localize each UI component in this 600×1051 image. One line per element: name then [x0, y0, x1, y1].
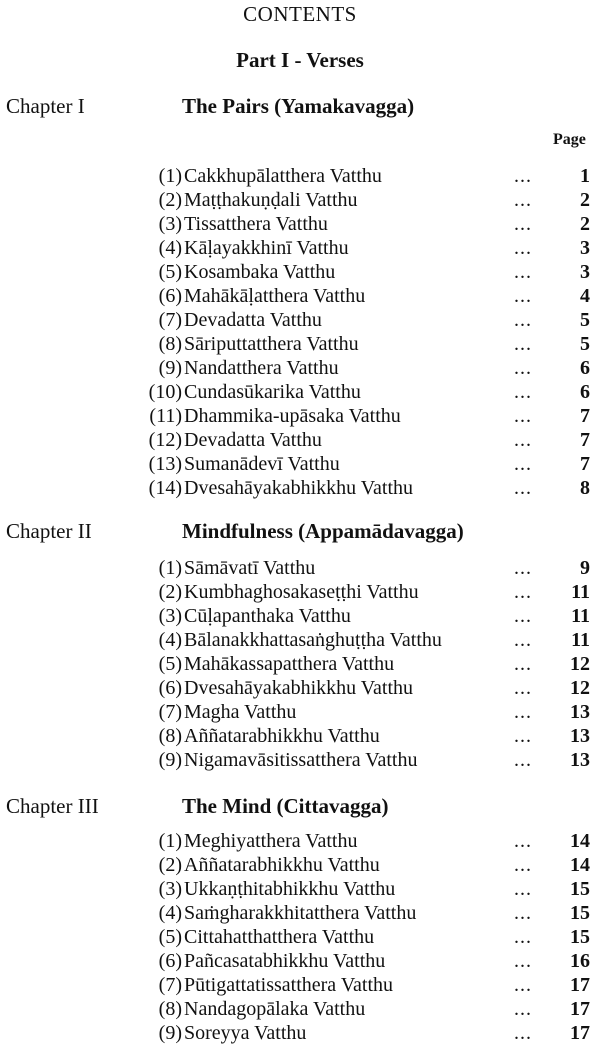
- entry-page-number: 11: [571, 581, 590, 603]
- entry-page-number: 17: [570, 1022, 590, 1044]
- entry-page-number: 8: [580, 477, 590, 499]
- entry-number: (4): [158, 237, 182, 259]
- entry-title: Meghiyatthera Vatthu: [184, 830, 358, 852]
- entry-page-number: 2: [580, 213, 590, 235]
- entry-page-number: 17: [570, 974, 590, 996]
- leader-dots: ...: [514, 309, 532, 331]
- leader-dots: ...: [514, 477, 532, 499]
- leader-dots: ...: [514, 213, 532, 235]
- toc-entry: [0, 949, 600, 973]
- entry-title: Sāmāvatī Vatthu: [184, 557, 316, 579]
- toc-entry: [0, 628, 600, 652]
- leader-dots: ...: [514, 405, 532, 427]
- entry-page-number: 15: [570, 926, 590, 948]
- toc-entry: [0, 308, 600, 332]
- entry-page-number: 11: [571, 629, 590, 651]
- toc-entry: [0, 829, 600, 853]
- entry-number: (2): [158, 189, 182, 211]
- leader-dots: ...: [514, 926, 532, 948]
- entry-number: (6): [158, 950, 182, 972]
- entry-page-number: 4: [580, 285, 590, 307]
- entry-title: Dvesahāyakabhikkhu Vatthu: [184, 677, 414, 699]
- entry-title: Aññatarabhikkhu Vatthu: [184, 854, 380, 876]
- toc-entry: [0, 676, 600, 700]
- entry-number: (1): [158, 165, 182, 187]
- toc-entry: [0, 901, 600, 925]
- toc-entry: [0, 748, 600, 772]
- entry-title: Kumbhaghosakaseṭṭhi Vatthu: [184, 581, 419, 603]
- toc-entry: [0, 476, 600, 500]
- entry-title: Sāriputtatthera Vatthu: [184, 333, 359, 355]
- entry-number: (5): [158, 926, 182, 948]
- leader-dots: ...: [514, 605, 532, 627]
- leader-dots: ...: [514, 429, 532, 451]
- entry-title: Nandatthera Vatthu: [184, 357, 339, 379]
- toc-entry: [0, 877, 600, 901]
- leader-dots: ...: [514, 357, 532, 379]
- chapter-label: Chapter III: [6, 794, 99, 818]
- entry-page-number: 13: [570, 725, 590, 747]
- entry-number: (3): [158, 605, 182, 627]
- entry-page-number: 14: [570, 854, 590, 876]
- toc-entry: [0, 925, 600, 949]
- leader-dots: ...: [514, 237, 532, 259]
- entry-page-number: 5: [580, 309, 590, 331]
- leader-dots: ...: [514, 1022, 532, 1044]
- chapter-entry-list: [0, 556, 600, 772]
- entry-number: (12): [148, 429, 182, 451]
- leader-dots: ...: [514, 165, 532, 187]
- entry-title: Sumanādevī Vatthu: [184, 453, 340, 475]
- leader-dots: ...: [514, 749, 532, 771]
- entry-page-number: 7: [580, 405, 590, 427]
- leader-dots: ...: [514, 677, 532, 699]
- toc-entry: [0, 556, 600, 580]
- toc-entry: [0, 260, 600, 284]
- leader-dots: ...: [514, 950, 532, 972]
- entry-title: Kāḷayakkhinī Vatthu: [184, 237, 349, 259]
- entry-title: Nandagopālaka Vatthu: [184, 998, 366, 1020]
- entry-number: (14): [148, 477, 182, 499]
- entry-title: Cittahatthatthera Vatthu: [184, 926, 375, 948]
- entry-number: (2): [158, 854, 182, 876]
- entry-title: Bālanakkhattasaṅghuṭṭha Vatthu: [184, 629, 442, 651]
- toc-entry: [0, 236, 600, 260]
- entry-page-number: 1: [580, 165, 590, 187]
- chapter-title: Mindfulness (Appamādavagga): [182, 519, 464, 543]
- entry-number: (2): [158, 581, 182, 603]
- entry-number: (8): [158, 725, 182, 747]
- toc-entry: [0, 188, 600, 212]
- entry-page-number: 5: [580, 333, 590, 355]
- toc-entry: [0, 356, 600, 380]
- entry-number: (4): [158, 629, 182, 651]
- entry-page-number: 13: [570, 701, 590, 723]
- entry-number: (9): [158, 1022, 182, 1044]
- leader-dots: ...: [514, 581, 532, 603]
- entry-number: (9): [158, 749, 182, 771]
- toc-entry: [0, 853, 600, 877]
- entry-title: Cundasūkarika Vatthu: [184, 381, 361, 403]
- entry-number: (1): [158, 830, 182, 852]
- entry-title: Maṭṭhakuṇḍali Vatthu: [184, 189, 358, 211]
- chapter-heading: [0, 519, 600, 547]
- toc-entry: [0, 284, 600, 308]
- entry-page-number: 7: [580, 429, 590, 451]
- chapter-label: Chapter I: [6, 94, 85, 118]
- entry-title: Mahākāḷatthera Vatthu: [184, 285, 366, 307]
- entry-number: (3): [158, 213, 182, 235]
- entry-title: Nigamavāsitissatthera Vatthu: [184, 749, 418, 771]
- entry-page-number: 14: [570, 830, 590, 852]
- toc-entry: [0, 212, 600, 236]
- entry-page-number: 3: [580, 261, 590, 283]
- chapter-heading: [0, 94, 600, 122]
- entry-page-number: 3: [580, 237, 590, 259]
- entry-title: Saṁgharakkhitatthera Vatthu: [184, 902, 417, 924]
- entry-page-number: 15: [570, 902, 590, 924]
- leader-dots: ...: [514, 974, 532, 996]
- entry-page-number: 6: [580, 381, 590, 403]
- entry-title: Cakkhupālatthera Vatthu: [184, 165, 382, 187]
- entry-number: (9): [158, 357, 182, 379]
- leader-dots: ...: [514, 333, 532, 355]
- entry-page-number: 11: [571, 605, 590, 627]
- entry-page-number: 9: [580, 557, 590, 579]
- entry-title: Magha Vatthu: [184, 701, 297, 723]
- toc-entry: [0, 428, 600, 452]
- entry-number: (5): [158, 261, 182, 283]
- entry-number: (11): [149, 405, 182, 427]
- toc-entry: [0, 700, 600, 724]
- entry-number: (7): [158, 701, 182, 723]
- toc-entry: [0, 164, 600, 188]
- entry-title: Pañcasatabhikkhu Vatthu: [184, 950, 386, 972]
- entry-title: Aññatarabhikkhu Vatthu: [184, 725, 380, 747]
- leader-dots: ...: [514, 381, 532, 403]
- toc-entry: [0, 332, 600, 356]
- entry-page-number: 17: [570, 998, 590, 1020]
- entry-number: (8): [158, 998, 182, 1020]
- toc-entry: [0, 973, 600, 997]
- leader-dots: ...: [514, 998, 532, 1020]
- entry-page-number: 15: [570, 878, 590, 900]
- entry-title: Soreyya Vatthu: [184, 1022, 307, 1044]
- chapter-entry-list: [0, 164, 600, 500]
- entry-title: Pūtigattatissatthera Vatthu: [184, 974, 394, 996]
- entry-title: Devadatta Vatthu: [184, 309, 322, 331]
- entry-title: Mahākassapatthera Vatthu: [184, 653, 395, 675]
- leader-dots: ...: [514, 878, 532, 900]
- chapter-entry-list: [0, 829, 600, 1045]
- entry-title: Kosambaka Vatthu: [184, 261, 336, 283]
- toc-entry: [0, 380, 600, 404]
- chapter-heading: [0, 794, 600, 822]
- leader-dots: ...: [514, 189, 532, 211]
- leader-dots: ...: [514, 701, 532, 723]
- entry-page-number: 6: [580, 357, 590, 379]
- leader-dots: ...: [514, 557, 532, 579]
- entry-number: (6): [158, 285, 182, 307]
- page-title: CONTENTS: [243, 2, 357, 26]
- entry-title: Dvesahāyakabhikkhu Vatthu: [184, 477, 414, 499]
- entry-page-number: 13: [570, 749, 590, 771]
- entry-number: (7): [158, 974, 182, 996]
- leader-dots: ...: [514, 261, 532, 283]
- entry-title: Devadatta Vatthu: [184, 429, 322, 451]
- entry-number: (3): [158, 878, 182, 900]
- leader-dots: ...: [514, 629, 532, 651]
- entry-title: Cūḷapanthaka Vatthu: [184, 605, 351, 627]
- toc-entry: [0, 404, 600, 428]
- leader-dots: ...: [514, 902, 532, 924]
- entry-title: Dhammika-upāsaka Vatthu: [184, 405, 401, 427]
- entry-title: Tissatthera Vatthu: [184, 213, 328, 235]
- entry-number: (10): [148, 381, 182, 403]
- chapter-title: The Pairs (Yamakavagga): [182, 94, 415, 118]
- entry-number: (8): [158, 333, 182, 355]
- entry-number: (6): [158, 677, 182, 699]
- entry-page-number: 2: [580, 189, 590, 211]
- leader-dots: ...: [514, 653, 532, 675]
- entry-number: (4): [158, 902, 182, 924]
- leader-dots: ...: [514, 854, 532, 876]
- leader-dots: ...: [514, 725, 532, 747]
- toc-entry: [0, 724, 600, 748]
- leader-dots: ...: [514, 285, 532, 307]
- toc-entry: [0, 604, 600, 628]
- toc-entry: [0, 1021, 600, 1045]
- entry-number: (7): [158, 309, 182, 331]
- part-title: Part I - Verses: [236, 48, 364, 72]
- entry-page-number: 7: [580, 453, 590, 475]
- leader-dots: ...: [514, 830, 532, 852]
- entry-number: (13): [148, 453, 182, 475]
- entry-number: (5): [158, 653, 182, 675]
- entry-page-number: 12: [570, 677, 590, 699]
- toc-entry: [0, 997, 600, 1021]
- chapter-title: The Mind (Cittavagga): [182, 794, 389, 818]
- toc-entry: [0, 580, 600, 604]
- chapter-label: Chapter II: [6, 519, 92, 543]
- leader-dots: ...: [514, 453, 532, 475]
- page-column-label: Page: [553, 131, 586, 148]
- entry-number: (1): [158, 557, 182, 579]
- toc-entry: [0, 452, 600, 476]
- entry-page-number: 16: [570, 950, 590, 972]
- toc-entry: [0, 652, 600, 676]
- entry-page-number: 12: [570, 653, 590, 675]
- entry-title: Ukkaṇṭhitabhikkhu Vatthu: [184, 878, 396, 900]
